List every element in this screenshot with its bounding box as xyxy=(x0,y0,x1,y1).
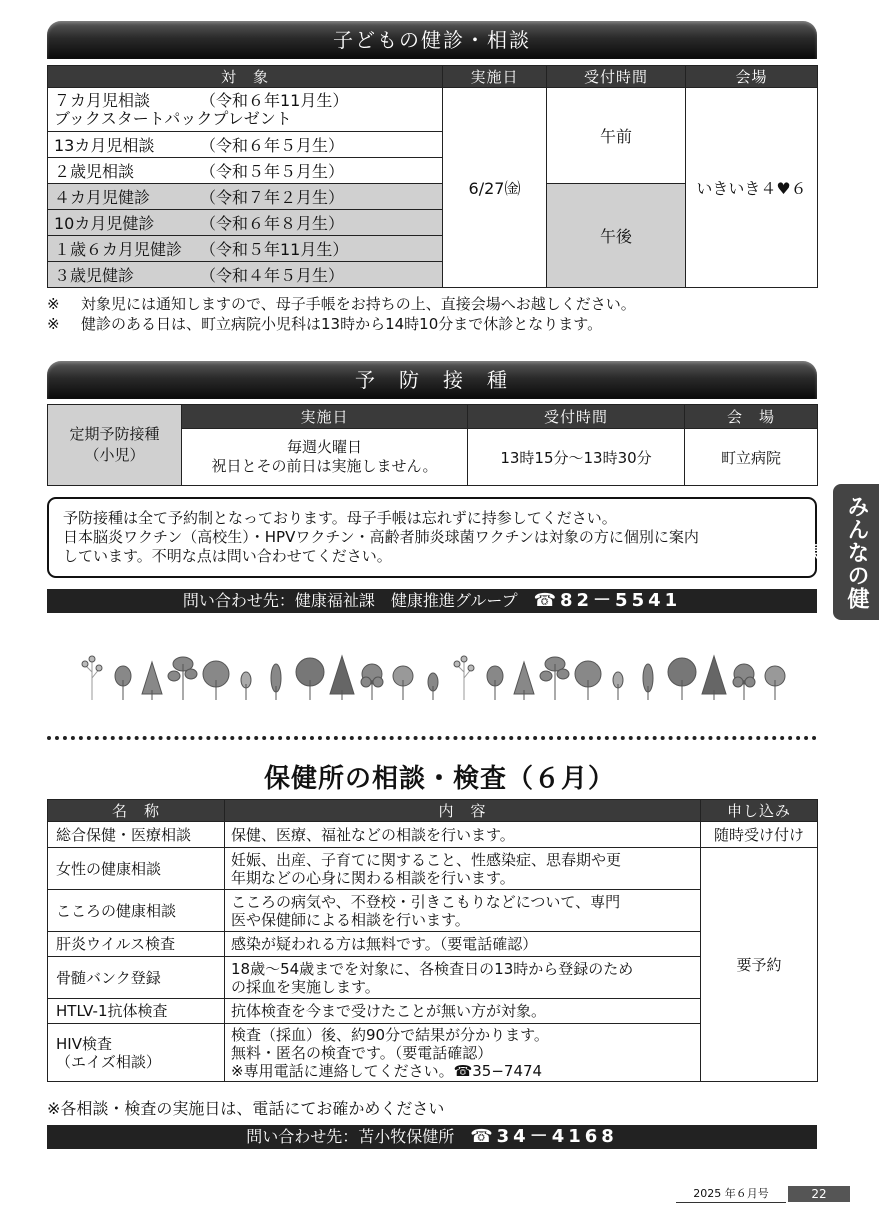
tree-icon xyxy=(271,664,281,700)
service-content xyxy=(225,999,701,1024)
checkup-venue: いきいき４♥６ xyxy=(686,88,818,288)
tree-icon xyxy=(203,661,229,700)
target-birth: （令和５年11月生） xyxy=(200,240,349,259)
child-checkup-table xyxy=(47,65,818,288)
service-name: 総合保健・医療相談 xyxy=(48,822,225,848)
vaccination-date xyxy=(182,429,468,486)
service-content xyxy=(225,932,701,957)
col-header-target: 対 象 xyxy=(48,66,443,88)
section-banner-vaccination xyxy=(47,361,817,399)
tree-icon xyxy=(142,662,162,700)
vaccination-venue: 町立病院 xyxy=(685,429,818,486)
service-name: 女性の健康相談 xyxy=(48,848,225,890)
notice-line: しています。不明な点は問い合わせてください。 xyxy=(63,547,392,565)
content-line: 抗体検査を今まで受けたことが無い方が対象。 xyxy=(231,1002,547,1020)
service-content xyxy=(225,848,701,890)
issue-date: 2025 年６月号 xyxy=(676,1186,786,1203)
service-name: 骨髄バンク登録 xyxy=(48,957,225,999)
tree-icon xyxy=(540,657,569,700)
tree-icon xyxy=(296,658,324,700)
target-name: ２歳児相談 xyxy=(54,162,135,181)
service-name: HTLV-1抗体検査 xyxy=(48,999,225,1024)
tree-icon xyxy=(575,661,601,700)
vaccination-row-label xyxy=(48,405,182,486)
table-row xyxy=(48,184,443,210)
tree-icon xyxy=(115,666,131,700)
content-line: 保健、医療、福祉などの相談を行います。 xyxy=(231,825,515,844)
notice-line: 予防接種は全て予約制となっております。母子手帳は忘れずに持参してください。 xyxy=(63,509,617,527)
target-birth: （令和６年５月生） xyxy=(200,136,345,155)
contact-bar-health-welfare xyxy=(47,589,817,613)
apply-method: 要予約 xyxy=(701,848,818,1082)
service-name: こころの健康相談 xyxy=(48,890,225,932)
table-row xyxy=(48,210,443,236)
contact-label: 問い合わせ先：健康福祉課 健康推進グループ xyxy=(182,591,534,610)
footnote: ※各相談・検査の実施日は、電話にてお確かめください xyxy=(47,1099,445,1118)
tree-icon xyxy=(168,657,197,700)
contact-phone[interactable]: ☎34－4168 xyxy=(470,1126,618,1147)
row-label-line: 定期予防接種 xyxy=(69,425,160,443)
page-number: 22 xyxy=(788,1186,850,1202)
content-line: こころの病気や、不登校・引きこもりなどについて、専門 xyxy=(231,892,621,911)
content-line: 年期などの心身に関わる相談を行います。 xyxy=(231,868,515,887)
target-name: 13カ月児相談 xyxy=(54,136,155,155)
health-center-table xyxy=(47,799,818,1082)
note-text: 対象児には通知しますので、母子手帳をお持ちの上、直接会場へお越しください。 xyxy=(81,295,636,313)
tree-icon xyxy=(765,666,785,700)
tree-icon xyxy=(241,672,251,700)
service-content xyxy=(225,1024,701,1082)
tree-icon xyxy=(361,664,383,700)
table-row xyxy=(48,236,443,262)
contact-phone[interactable]: ☎82－5541 xyxy=(533,590,682,611)
col-header-content: 内 容 xyxy=(225,800,701,822)
tree-icon xyxy=(487,666,503,700)
service-name xyxy=(48,1024,225,1082)
note-mark: ※ xyxy=(47,315,60,333)
section-title: 子どもの健診・相談 xyxy=(333,28,531,52)
col-header-name: 名 称 xyxy=(48,800,225,822)
tree-icon xyxy=(454,656,474,700)
tree-icon xyxy=(514,662,534,700)
col-header-date: 実施日 xyxy=(443,66,547,88)
target-name: ７カ月児相談 xyxy=(54,90,151,110)
content-line: 妊娠、出産、子育てに関すること、性感染症、思春期や更 xyxy=(231,850,622,869)
name-line: HIV検査 xyxy=(56,1034,112,1053)
table-row xyxy=(48,88,443,132)
target-name: ３歳児健診 xyxy=(54,266,135,285)
target-name: １歳６カ月児健診 xyxy=(54,240,183,259)
tree-icon xyxy=(330,656,354,700)
table-row xyxy=(48,132,443,158)
date-line: 毎週火曜日 xyxy=(286,438,362,456)
notice-line: 日本脳炎ワクチン（高校生）・HPVワクチン・高齢者肺炎球菌ワクチンは対象の方に個別に案内 xyxy=(63,528,699,546)
page-title-health-center: 保健所の相談・検査（６月） xyxy=(263,764,615,794)
section-banner-child-checkups xyxy=(47,21,817,59)
vaccination-table xyxy=(47,404,818,486)
content-line: 医や保健師による相談を行います。 xyxy=(231,910,470,929)
tree-row-decoration xyxy=(70,650,800,710)
target-name: 10カ月児健診 xyxy=(54,214,155,233)
target-name: ４カ月児健診 xyxy=(54,188,151,207)
tree-icon xyxy=(702,656,726,700)
content-line: 18歳～54歳までを対象に、各検査日の13時から登録のため xyxy=(231,959,634,978)
dotted-divider xyxy=(47,736,817,740)
content-line: ※専用電話に連絡してください。☎35−7474 xyxy=(231,1061,543,1080)
row-label-line: （小児） xyxy=(84,446,145,464)
col-header-time: 受付時間 xyxy=(547,66,686,88)
apply-method: 随時受け付け xyxy=(701,822,818,848)
date-line: 祝日とその前日は実施しません。 xyxy=(211,457,438,475)
vaccination-time: 13時15分～13時30分 xyxy=(468,429,685,486)
tree-icon xyxy=(393,666,413,700)
table-row xyxy=(48,262,443,288)
target-birth: （令和７年２月生） xyxy=(200,188,345,207)
target-birth: （令和５年５月生） xyxy=(200,162,345,181)
tree-icon xyxy=(82,656,102,700)
target-birth: （令和６年11月生） xyxy=(200,90,349,110)
note-line xyxy=(47,293,636,314)
tree-icon xyxy=(733,664,755,700)
section-title: 予 防 接 種 xyxy=(355,368,509,392)
col-header-time: 受付時間 xyxy=(468,405,685,429)
content-line: 感染が疑われる方は無料です。（要電話確認） xyxy=(231,935,538,953)
name-line: （エイズ相談） xyxy=(56,1052,161,1071)
service-content xyxy=(225,890,701,932)
col-header-apply: 申し込み xyxy=(701,800,818,822)
tree-icon xyxy=(428,673,438,700)
col-header-date: 実施日 xyxy=(182,405,468,429)
tree-icon xyxy=(613,672,623,700)
col-header-venue: 会 場 xyxy=(685,405,818,429)
target-birth: （令和６年８月生） xyxy=(200,214,345,233)
vaccination-notice-box xyxy=(47,497,817,578)
service-content xyxy=(225,822,701,848)
note-text: 健診のある日は、町立病院小児科は13時から14時10分まで休診となります。 xyxy=(81,315,603,333)
note-mark: ※ xyxy=(47,295,60,313)
target-extra: ブックスタートパックプレゼント xyxy=(54,108,292,128)
side-tab-minna-no-kenko: みんなの健康 xyxy=(833,484,879,620)
service-name: 肝炎ウイルス検査 xyxy=(48,932,225,957)
time-pm: 午後 xyxy=(547,184,686,288)
target-birth: （令和４年５月生） xyxy=(200,266,345,285)
content-line: 検査（採血）後、約90分で結果が分かります。 xyxy=(231,1025,549,1044)
table-row xyxy=(48,158,443,184)
tree-icon xyxy=(643,664,653,700)
contact-label: 問い合わせ先：苫小牧保健所 xyxy=(246,1127,471,1146)
note-line xyxy=(47,313,602,334)
checkup-date: 6/27㈮ xyxy=(443,88,547,288)
time-am: 午前 xyxy=(547,88,686,184)
tree-icon xyxy=(668,658,696,700)
content-line: の採血を実施します。 xyxy=(231,977,380,996)
contact-bar-health-center xyxy=(47,1125,817,1149)
service-content xyxy=(225,957,701,999)
col-header-venue: 会場 xyxy=(686,66,818,88)
content-line: 無料・匿名の検査です。（要電話確認） xyxy=(231,1043,493,1062)
